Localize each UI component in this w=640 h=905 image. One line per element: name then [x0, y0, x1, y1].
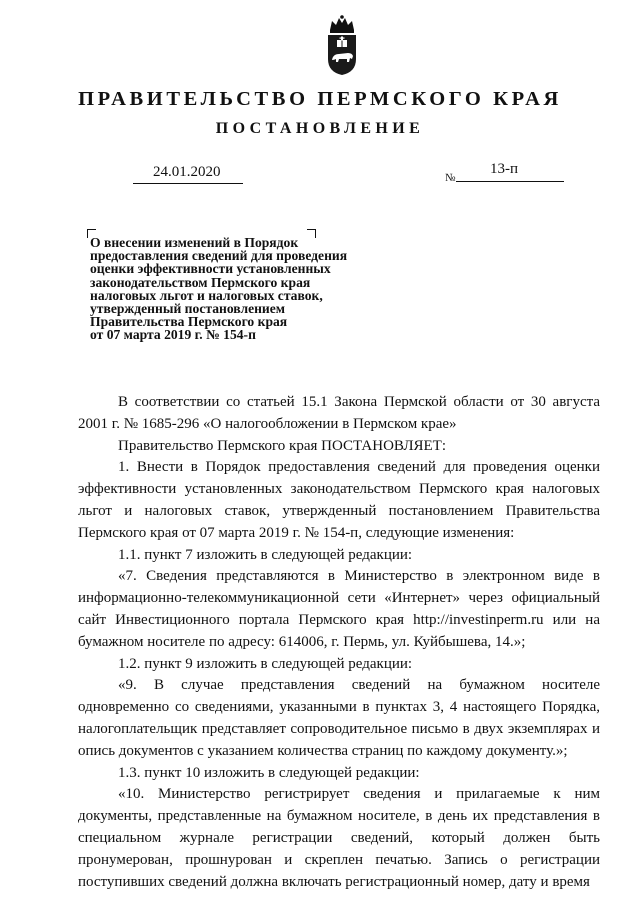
subject-line: оценки эффективности установленных [90, 261, 331, 277]
subject-line: законодательством Пермского края [90, 274, 311, 290]
subject-line: Правительства Пермского края [90, 314, 288, 330]
subject-line: налоговых льгот и налоговых ставок, [90, 287, 323, 303]
subject-line: утвержденный постановлением [90, 301, 286, 317]
subject-line: от 07 марта 2019 г. № 154-п [90, 327, 256, 343]
body-paragraph: «7. Сведения представляются в Министерство в электронном виде в информационно-телекоммуникационной сети «Интернет» через официальный сайт Инвестиционного портала Пермского края http://investinperm.ru или на бумажном носителе по адресу: 614006, г. Пермь, ул. Куйбышева, 14.»; [78, 568, 600, 650]
date-underline [133, 183, 243, 184]
document-body [78, 392, 600, 893]
number-sign: № [445, 172, 456, 184]
subject-line: О внесении изменений в Порядок [90, 235, 299, 250]
document-date: 24.01.2020 [153, 164, 221, 180]
body-paragraph: 1. Внести в Порядок предоставления сведений для проведения оценки эффективности установленных законодательством Пермского края налоговых льгот и налоговых ставок, утвержденный постановлением Правительства Пермского края от 07 марта 2019 г. № 154-п, следующие изменения: [78, 459, 600, 541]
body-paragraph: «9. В случае представления сведений на бумажном носителе одновременно со сведениями, указанными в пунктах 3, 4 настоящего Порядка, налогоплательщик представляет сопроводительное письмо в двух экземплярах и опись документов с указанием количества страниц по каждому документу.»; [78, 677, 600, 759]
body-paragraph: Правительство Пермского края ПОСТАНОВЛЯЕТ: [118, 437, 447, 454]
perm-krai-coat-of-arms-icon [323, 14, 361, 76]
body-paragraph: 1.1. пункт 7 изложить в следующей редакции: [118, 546, 413, 563]
document-subject [90, 236, 390, 342]
number-underline [456, 181, 564, 182]
body-paragraph: «10. Министерство регистрирует сведения и прилагаемые к ним документы, представленные на бумажном носителе, в день их представления в специальном журнале регистрации сведений, который должен быть пронумерован, прошнурован и скреплен печатью. Запись о регистрации поступивших сведений должна включать регистрационный номер, дату и время [78, 786, 600, 890]
subject-line: предоставления сведений для проведения [90, 248, 348, 264]
organization-title: ПРАВИТЕЛЬСТВО ПЕРМСКОГО КРАЯ [78, 88, 562, 110]
body-paragraph: В соответствии со статьей 15.1 Закона Пермской области от 30 августа 2001 г. № 1685-296 «О налогообложении в Пермском крае» [78, 394, 600, 432]
document-number: 13-п [490, 161, 519, 177]
document-type: ПОСТАНОВЛЕНИЕ [215, 120, 425, 137]
body-paragraph: 1.3. пункт 10 изложить в следующей редакции: [118, 764, 420, 781]
body-paragraph: 1.2. пункт 9 изложить в следующей редакции: [118, 655, 413, 672]
